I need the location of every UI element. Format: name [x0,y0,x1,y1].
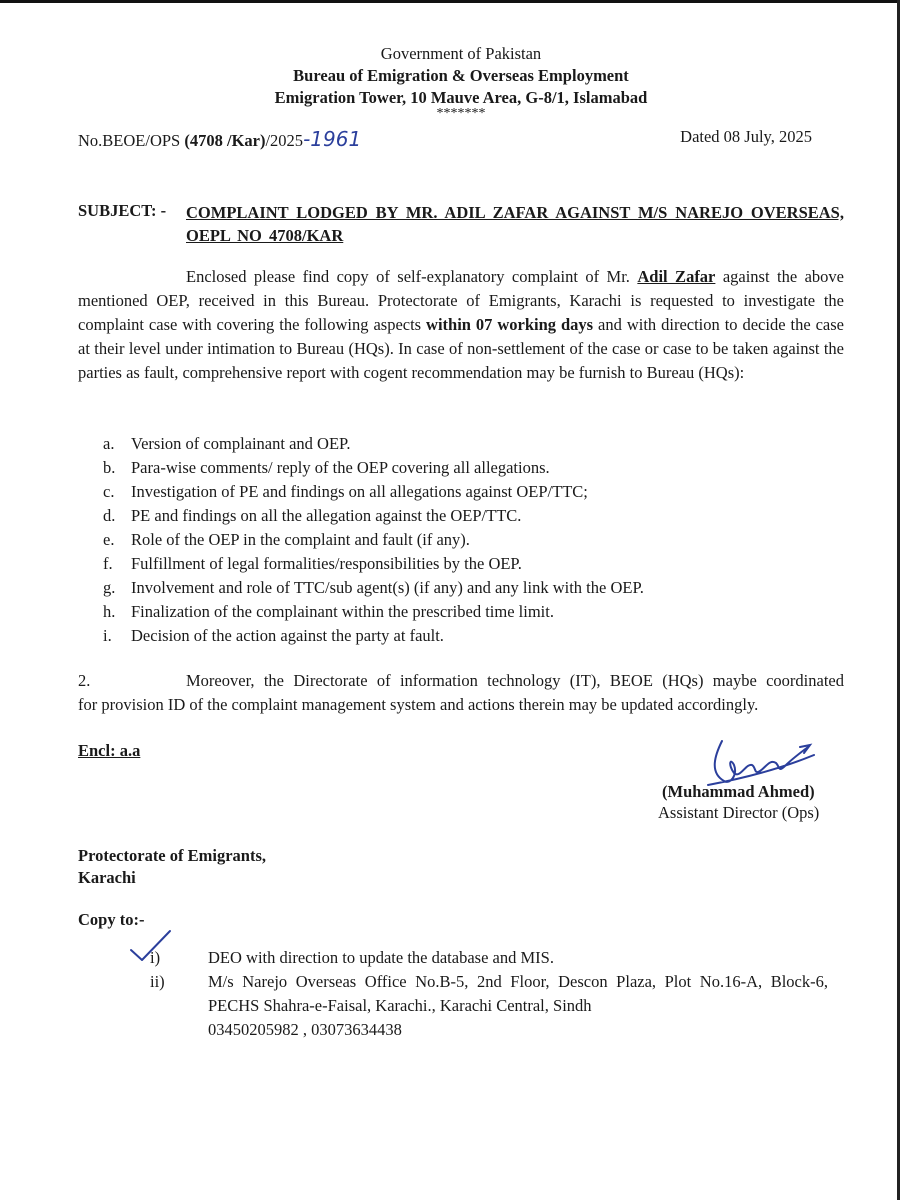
reference-number [78,127,361,151]
list-marker: d. [103,506,116,525]
list-item-text: Decision of the action against the party at fault. [131,626,444,645]
list-item-text: Para-wise comments/ reply of the OEP covering all allegations. [131,458,550,477]
list-item [103,504,644,528]
letterhead-government: Government of Pakistan [380,44,542,63]
letterhead-stars: ******* [436,106,486,121]
oep-address: M/s Narejo Overseas Office No.B-5, 2nd Floor, Descon Plaza, Plot No.16-A, Block-6, PECHS Shahra-e-Faisal, Karachi., Karachi Central, Sindh [208,972,828,1015]
list-marker: b. [103,458,116,477]
list-item-text: Role of the OEP in the complaint and fault (if any). [131,530,470,549]
list-item [103,600,644,624]
enclosure-label: Encl: a.a [78,741,141,760]
list-marker: i. [103,626,112,645]
letterhead-address: Emigration Tower, 10 Mauve Area, G-8/1, Islamabad [274,88,648,107]
letterhead-bureau: Bureau of Emigration & Overseas Employment [293,66,629,85]
addressee-office: Protectorate of Emigrants, [78,846,267,865]
complainant-name: Adil Zafar [637,267,716,286]
p1-text-b: against the above mentioned OEP, received in this Bureau. Protectorate of Emigrants, Karachi is requested to investigate the complaint case with covering the following aspects [78,267,844,334]
list-marker: h. [103,602,116,621]
aspects-list [103,432,644,648]
list-item [103,552,644,576]
list-item [103,432,644,456]
list-marker: f. [103,554,113,573]
body-paragraph-1 [78,265,844,385]
list-item [103,480,644,504]
p1-text-a: Enclosed please find copy of self-explanatory complaint of Mr. [186,267,638,286]
list-marker: c. [103,482,115,501]
list-item [103,456,644,480]
copy-to-label: Copy to:- [78,910,145,929]
scan-border-top [0,0,900,3]
list-item-text: Investigation of PE and findings on all allegations against OEP/TTC; [131,482,588,501]
copy-to-list [150,946,828,1042]
reference-oepl: (4708 /Kar) [184,131,266,150]
copy-item-number: ii) [150,972,165,991]
list-item-text: Version of complainant and OEP. [131,434,351,453]
reference-year: /2025 [265,131,304,150]
signatory-name: (Muhammad Ahmed) [662,782,815,801]
list-item-text: Involvement and role of TTC/sub agent(s) (if any) and any link with the OEP. [131,578,644,597]
para2-number: 2. [78,671,91,690]
list-item [103,624,644,648]
list-item [103,576,644,600]
copy-item-oep [150,970,828,1042]
handwritten-diary-number: -1961 [303,127,362,151]
copy-item-address [208,970,828,1042]
letter-date: Dated 08 July, 2025 [680,127,812,146]
list-item [103,528,644,552]
list-item-text: PE and findings on all the allegation against the OEP/TTC. [131,506,522,525]
subject-text: COMPLAINT LODGED BY MR. ADIL ZAFAR AGAINST M/S NAREJO OVERSEAS, OEPL NO 4708/KAR [186,203,844,245]
copy-item-deo [150,946,828,970]
p1-text-c: and with direction to decide the case at their level under intimation to Bureau (HQs). In case of non-settlement of the case or case to be taken against the parties as fault, comprehensive report with cogent recommendation may be furnish to Bureau (HQs): [78,315,844,382]
deadline-text: within 07 working days [426,315,594,334]
list-marker: a. [103,434,115,453]
subject-label: SUBJECT: - [78,201,167,220]
reference-prefix: No.BEOE/OPS [78,131,185,150]
para2-line-1: Moreover, the Directorate of information technology (IT), BEOE (HQs) maybe coordinated [186,671,844,690]
para2-line-2: for provision ID of the complaint management system and actions therein may be updated accordingly. [78,695,759,714]
signatory-designation: Assistant Director (Ops) [658,803,820,822]
list-item-text: Fulfillment of legal formalities/responsibilities by the OEP. [131,554,522,573]
list-marker: g. [103,578,116,597]
copy-item-text: DEO with direction to update the database and MIS. [208,948,554,967]
list-marker: e. [103,530,115,549]
oep-phones: 03450205982 , 03073634438 [208,1020,402,1039]
addressee-city: Karachi [78,868,136,887]
list-item-text: Finalization of the complainant within the prescribed time limit. [131,602,554,621]
copy-item-number: i) [150,948,161,967]
